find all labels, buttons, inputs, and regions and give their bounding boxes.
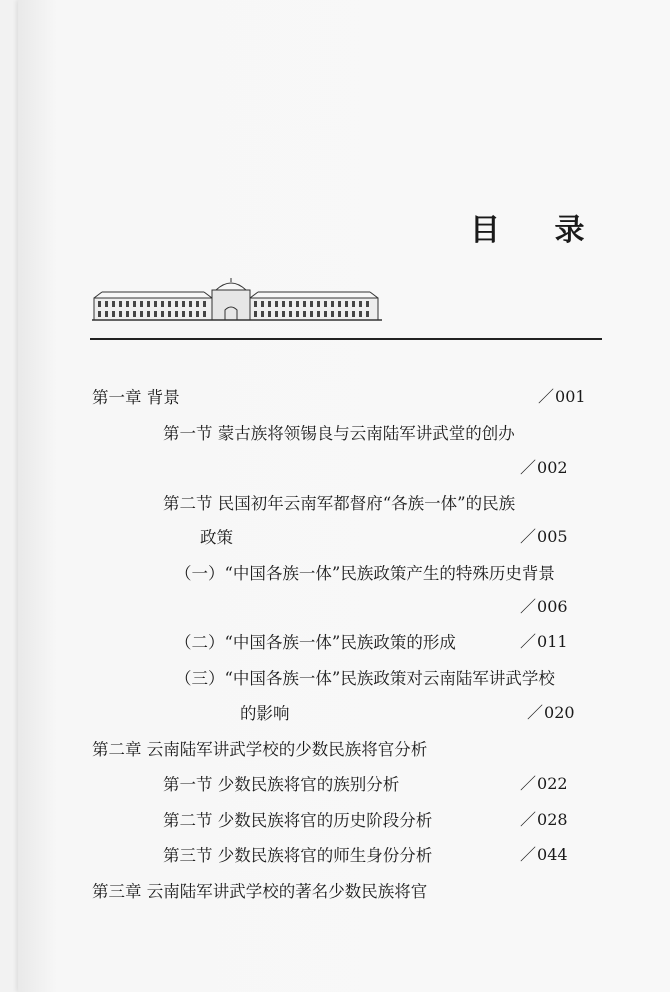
toc-page-ch1-s1: ／002: [520, 458, 568, 477]
toc-entry-ch3[interactable]: 第三章 云南陆军讲武学校的著名少数民族将官: [92, 882, 428, 901]
toc-entry-item1[interactable]: （一）“中国各族一体”民族政策产生的特殊历史背景: [175, 564, 555, 583]
toc-entry-ch1[interactable]: 第一章 背景: [92, 388, 180, 407]
toc-entry-item3[interactable]: （三）“中国各族一体”民族政策对云南陆军讲武学校: [175, 669, 555, 688]
toc-entry-item2[interactable]: （二）“中国各族一体”民族政策的形成: [175, 633, 456, 652]
toc-entry-item3-cont: 的影响: [240, 704, 290, 723]
toc-page-item1: ／006: [520, 597, 568, 616]
toc-entry-ch1-s2-cont: 政策: [200, 528, 233, 547]
toc-title: 目 录: [470, 213, 607, 248]
toc-entry-ch1-s1[interactable]: 第一节 蒙古族将领锡良与云南陆军讲武堂的创办: [163, 424, 515, 443]
toc-page-ch2-s3: ／044: [520, 845, 568, 864]
toc-entry-ch2-s3[interactable]: 第三节 少数民族将官的师生身份分析: [163, 846, 433, 865]
toc-page-ch2-s1: ／022: [520, 774, 568, 793]
toc-page-ch1: ／001: [538, 387, 586, 406]
toc-entry-ch2[interactable]: 第二章 云南陆军讲武学校的少数民族将官分析: [92, 740, 428, 759]
toc-page-ch1-s2: ／005: [520, 527, 568, 546]
toc-entry-ch2-s1[interactable]: 第一节 少数民族将官的族别分析: [163, 775, 400, 794]
toc-page-item3: ／020: [527, 703, 575, 722]
toc-entry-ch2-s2[interactable]: 第二节 少数民族将官的历史阶段分析: [163, 811, 433, 830]
building-illustration: [92, 278, 382, 326]
toc-page-ch2-s2: ／028: [520, 810, 568, 829]
toc-page-item2: ／011: [520, 632, 568, 651]
title-rule: [90, 338, 602, 340]
toc-entry-ch1-s2[interactable]: 第二节 民国初年云南军都督府“各族一体”的民族: [163, 494, 516, 513]
